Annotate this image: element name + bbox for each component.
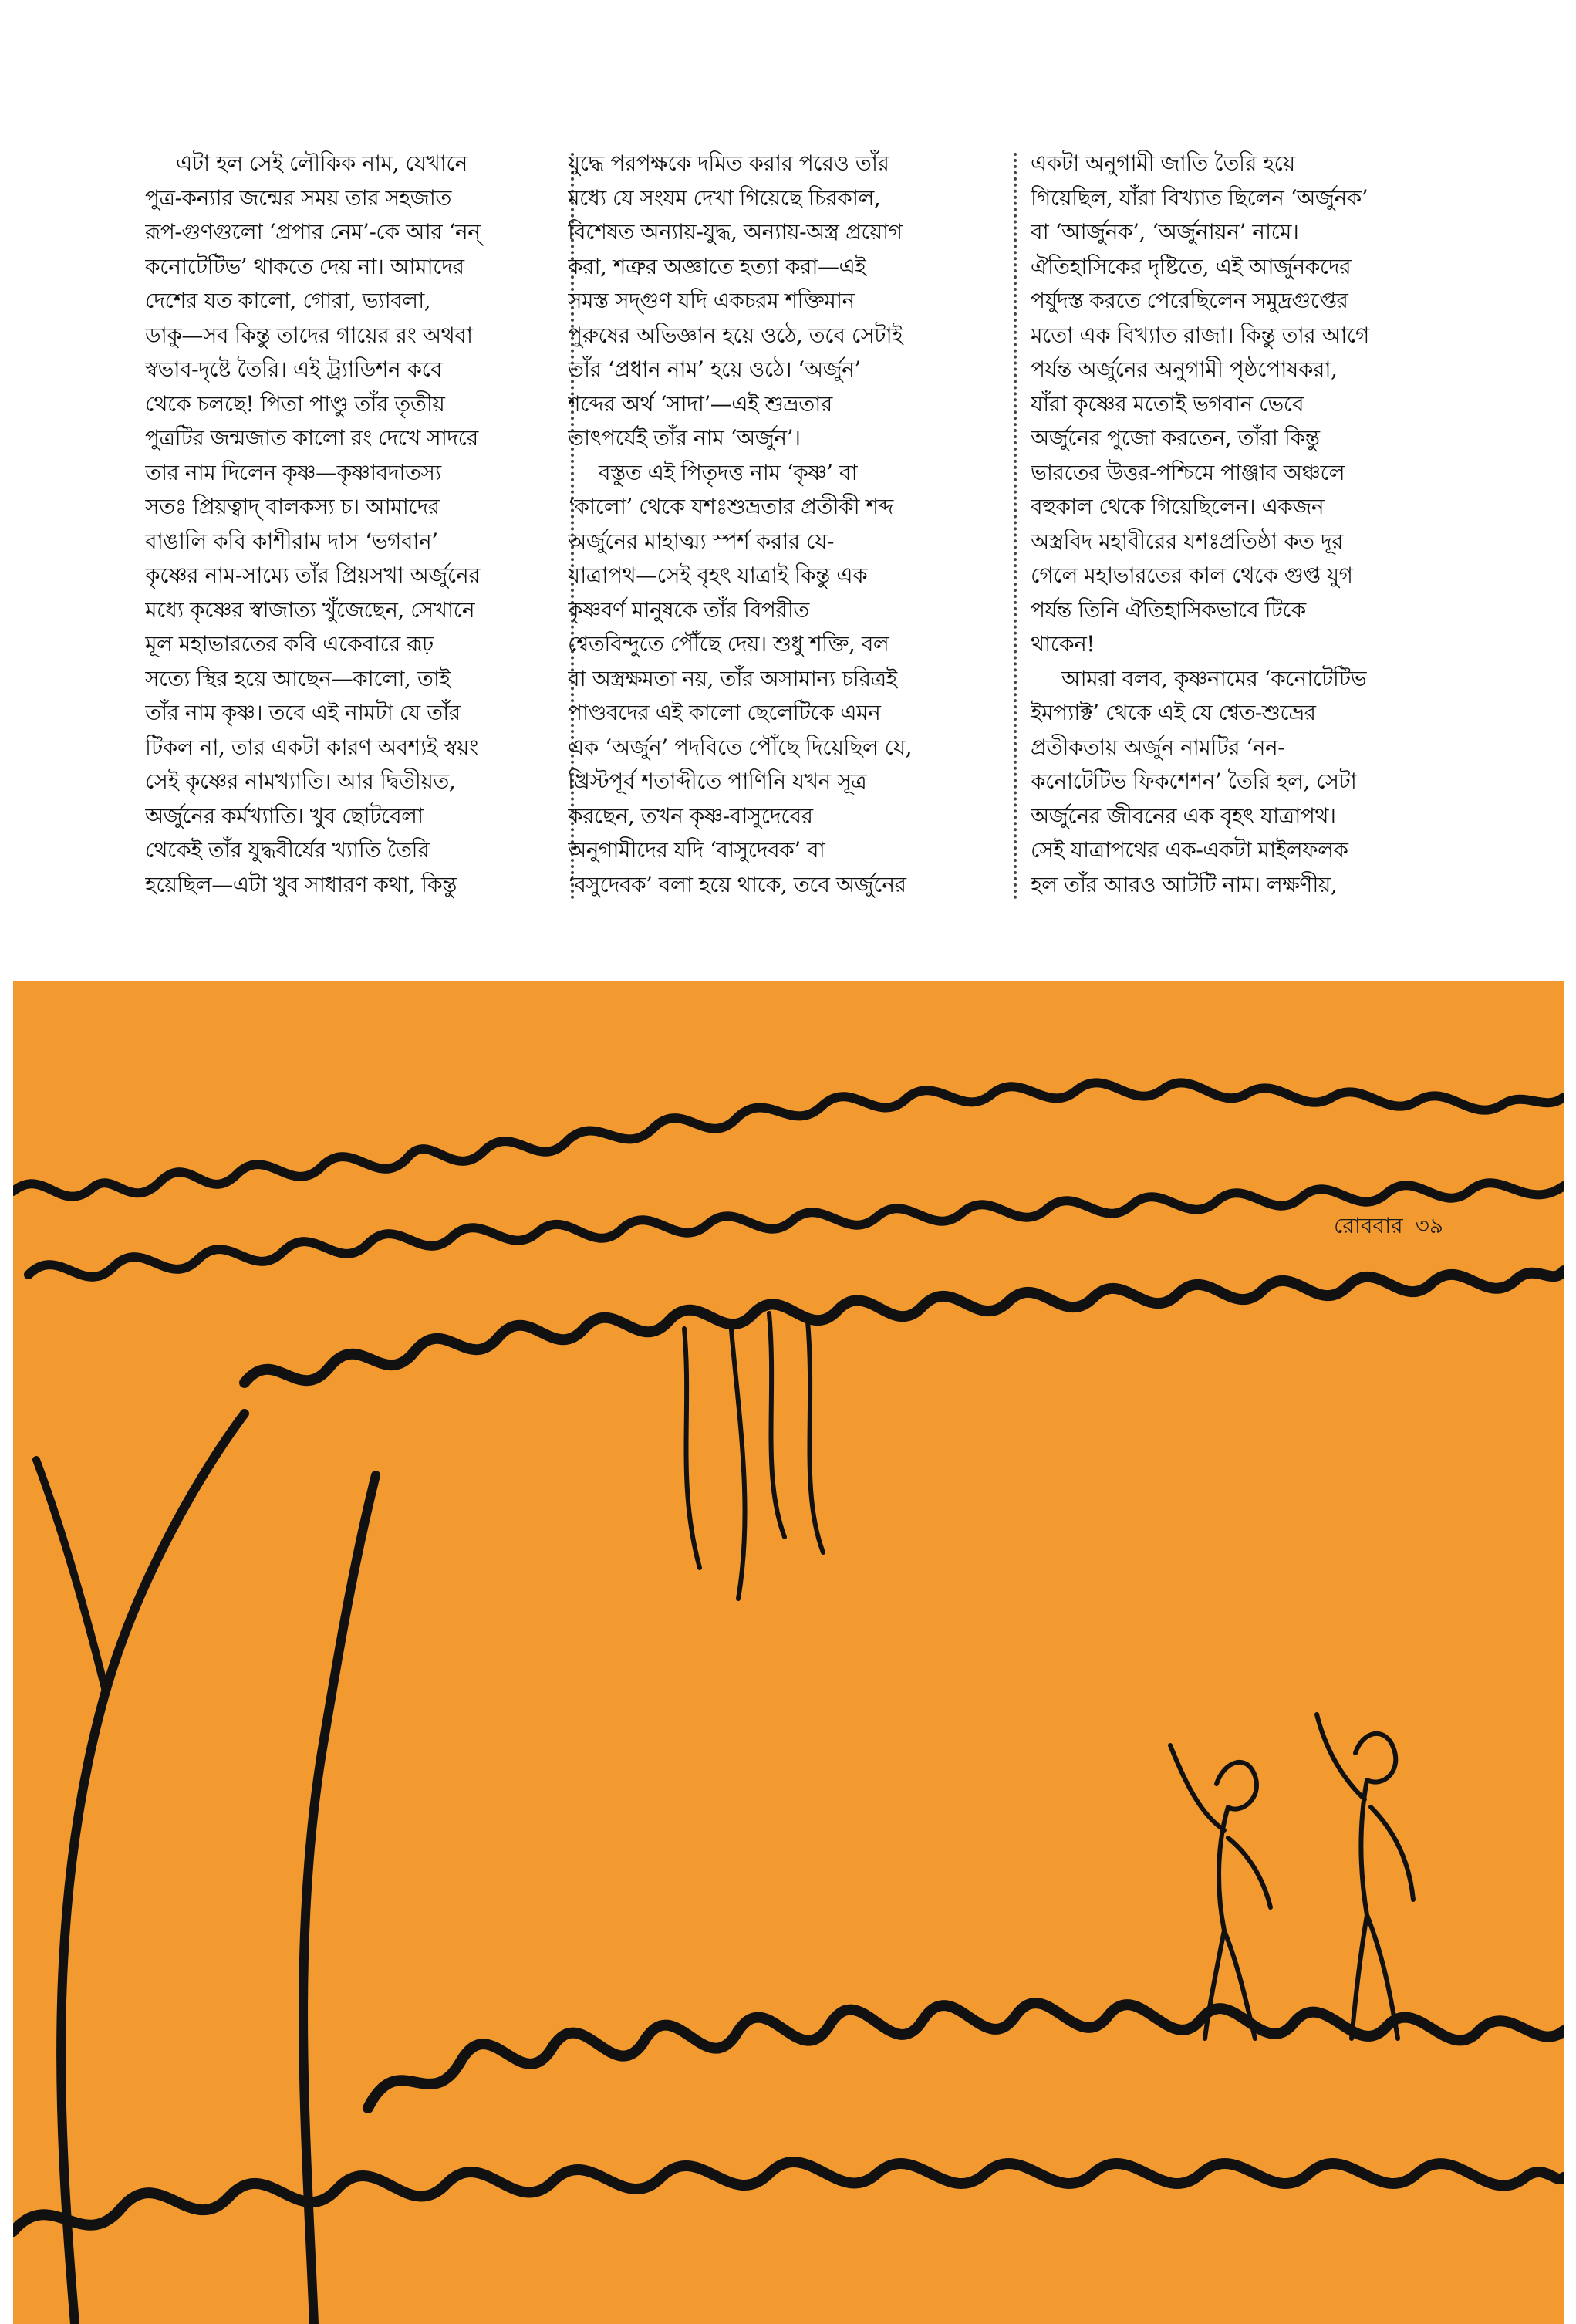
figure-right	[1317, 1714, 1413, 2039]
text-line: করছেন, তখন কৃষ্ণ-বাসুদেবের	[568, 802, 813, 829]
text-line: কনোটেটিভ ফিকশেশন’ তৈরি হল, সেটা	[1031, 768, 1357, 794]
bushes-lower	[13, 2162, 1564, 2231]
page-folio	[1321, 1209, 1443, 1245]
text-line: ঐতিহাসিকের দৃষ্টিতে, এই আর্জুনকদের	[1031, 253, 1352, 279]
text-line: প্রতীকতায় অর্জুন নামটির ‘নন-	[1031, 734, 1285, 760]
text-line: আমরা বলব, কৃষ্ণনামের ‘কনোটেটিভ	[1061, 665, 1367, 691]
text-line: সতঃ প্রিয়ত্বাদ্ বালকস্য চ। আমাদের	[145, 494, 440, 519]
canopy-lower-outline	[245, 1271, 1564, 1383]
text-line: পর্যন্ত তিনি ঐতিহাসিকভাবে টিকে	[1031, 596, 1306, 623]
text-column-1	[145, 147, 546, 910]
text-line: তার নাম দিলেন কৃষ্ণ—কৃষ্ণাবদাতস্য	[145, 459, 441, 485]
column-divider	[1014, 153, 1017, 900]
text-line: মূল মহাভারতের কবি একেবারে রূঢ়	[145, 631, 434, 657]
text-line: সমস্ত সদ্গুণ যদি একচরম শক্তিমান	[568, 288, 855, 313]
text-line: রূপ-গুণগুলো ‘প্রপার নেম’-কে আর ‘নন্	[145, 219, 481, 245]
text-line: তাৎপর্যেই তাঁর নাম ‘অর্জুন’।	[568, 425, 801, 451]
folio-label: রোববার	[1334, 1213, 1403, 1238]
ink-drawing	[13, 981, 1564, 2324]
text-line: সেই যাত্রাপথের এক-একটা মাইলফলক	[1031, 837, 1348, 863]
text-line: থাকেন!	[1031, 631, 1095, 657]
text-line: মধ্যে কৃষ্ণের স্বাজাত্য খুঁজেছেন, সেখানে	[145, 596, 475, 623]
text-line: সেই কৃষ্ণের নামখ্যাতি। আর দ্বিতীয়ত,	[145, 768, 456, 794]
text-line: পাণ্ডবদের এই কালো ছেলেটিকে এমন	[568, 700, 881, 725]
text-line: পর্যন্ত অর্জুনের অনুগামী পৃষ্ঠপোষকরা,	[1031, 356, 1338, 382]
text-line: অর্জুনের জীবনের এক বৃহৎ যাত্রাপথ।	[1031, 802, 1336, 829]
canopy-upper-outline	[13, 1083, 1564, 1196]
text-line: কৃষ্ণবর্ণ মানুষকে তাঁর বিপরীত	[568, 596, 809, 623]
text-line: ‘বসুদেবক’ বলা হয়ে থাকে, তবে অর্জুনের	[568, 871, 906, 897]
text-line: যাত্রাপথ—সেই বৃহৎ যাত্রাই কিন্তু এক	[568, 562, 868, 588]
text-line: ডাকু—সব কিন্তু তাদের গায়ের রং অথবা	[145, 322, 473, 348]
text-line: শব্দের অর্থ ‘সাদা’—এই শুভ্রতার	[568, 390, 832, 417]
text-line: বস্তুত এই পিতৃদত্ত নাম ‘কৃষ্ণ’ বা	[599, 459, 858, 485]
page-number: ৩৯	[1415, 1213, 1443, 1238]
text-line: ‘কালো’ থেকে যশঃশুভ্রতার প্রতীকী শব্দ	[568, 494, 893, 519]
tree-trunk-left	[61, 1414, 245, 2324]
text-line: থেকেই তাঁর যুদ্ধবীর্যের খ্যাতি তৈরি	[145, 837, 430, 863]
bushes-upper	[368, 2003, 1564, 2108]
text-line: বাঙালি কবি কাশীরাম দাস ‘ভগবান’	[145, 528, 438, 554]
text-line: একটা অনুগামী জাতি তৈরি হয়ে	[1031, 150, 1295, 176]
text-line: ভারতের উত্তর-পশ্চিমে পাঞ্জাব অঞ্চলে	[1031, 459, 1345, 485]
text-line: অর্জুনের পুজো করতেন, তাঁরা কিন্তু	[1031, 425, 1320, 451]
text-line: ইমপ্যাক্ট’ থেকে এই যে শ্বেত-শুভ্রের	[1031, 700, 1316, 725]
text-line: অনুগামীদের যদি ‘বাসুদেবক’ বা	[568, 837, 825, 863]
text-line: তাঁর ‘প্রধান নাম’ হয়ে ওঠে। ‘অর্জুন’	[568, 356, 861, 382]
text-line: মধ্যে যে সংযম দেখা গিয়েছে চিরকাল,	[568, 184, 881, 211]
text-line: বা ‘আর্জুনক’, ‘অর্জুনায়ন’ নামে।	[1031, 219, 1299, 245]
text-line: সত্যে স্থির হয়ে আছেন—কালো, তাই	[145, 665, 451, 691]
text-line: গেলে মহাভারতের কাল থেকে গুপ্ত যুগ	[1031, 562, 1353, 588]
text-line: যাঁরা কৃষ্ণের মতোই ভগবান ভেবে	[1031, 390, 1304, 417]
text-line: অস্ত্রবিদ মহাবীরের যশঃপ্রতিষ্ঠা কত দূর	[1031, 528, 1344, 554]
branch-left	[36, 1460, 106, 1691]
text-line: বা অস্ত্রক্ষমতা নয়, তাঁর অসামান্য চরিত্রই	[568, 665, 897, 691]
text-line: গিয়েছিল, যাঁরা বিখ্যাত ছিলেন ‘অর্জুনক’	[1031, 184, 1368, 211]
text-line: খ্রিস্টপূর্ব শতাব্দীতে পাণিনি যখন সূত্র	[568, 768, 867, 794]
text-line: হয়েছিল—এটা খুব সাধারণ কথা, কিন্তু	[145, 871, 457, 897]
text-line: এটা হল সেই লৌকিক নাম, যেখানে	[176, 150, 467, 176]
text-line: তাঁর নাম কৃষ্ণ। তবে এই নামটা যে তাঁর	[145, 700, 461, 725]
text-line: যুদ্ধে পরপক্ষকে দমিত করার পরেও তাঁর	[568, 150, 889, 176]
text-line: স্বভাব-দৃষ্টে তৈরি। এই ট্র্যাডিশন কবে	[145, 356, 442, 382]
text-line: পর্যুদস্ত করতে পেরেছিলেন সমুদ্রগুপ্তের	[1031, 288, 1348, 313]
text-line: টিকল না, তার একটা কারণ অবশ্যই স্বয়ং	[145, 734, 478, 760]
text-line: কৃষ্ণের নাম-সাম্যে তাঁর প্রিয়সখা অর্জুনের	[145, 562, 481, 588]
text-line: হল তাঁর আরও আটটি নাম। লক্ষণীয়,	[1031, 871, 1338, 897]
text-line: করা, শত্রুর অজ্ঞাতে হত্যা করা—এই	[568, 253, 866, 279]
text-line: দেশের যত কালো, গোরা, ভ্যাবলা,	[145, 288, 431, 313]
text-line: পুত্র-কন্যার জন্মের সময় তার সহজাত	[145, 184, 451, 211]
text-line: অর্জুনের কর্মখ্যাতি। খুব ছোটবেলা	[145, 802, 424, 829]
hanging-roots	[684, 1313, 823, 1599]
text-column-2	[568, 147, 969, 910]
text-line: পুত্রটির জন্মজাত কালো রং দেখে সাদরে	[145, 425, 478, 451]
text-line: এক ‘অর্জুন’ পদবিতে পৌঁছে দিয়েছিল যে,	[568, 734, 913, 760]
figure-left	[1170, 1745, 1271, 2039]
text-line: বহুকাল থেকে গিয়েছিলেন। একজন	[1031, 494, 1325, 519]
text-column-3	[1031, 147, 1432, 910]
text-line: থেকে চলছে! পিতা পাণ্ডু তাঁর তৃতীয়	[145, 390, 445, 417]
text-line: কনোটেটিভ’ থাকতে দেয় না। আমাদের	[145, 253, 464, 279]
text-line: বিশেষত অন্যায়-যুদ্ধ, অন্যায়-অস্ত্র প্রয়োগ	[568, 219, 903, 245]
text-line: মতো এক বিখ্যাত রাজা। কিন্তু তার আগে	[1031, 322, 1369, 348]
text-line: অর্জুনের মাহাত্ম্য স্পর্শ করার যে-	[568, 528, 835, 554]
article-body	[145, 147, 1441, 910]
text-line: শ্বেতবিন্দুতে পৌঁছে দেয়। শুধু শক্তি, বল	[568, 631, 889, 657]
text-line: পুরুষের অভিজ্ঞান হয়ে ওঠে, তবে সেটাই	[568, 322, 903, 348]
tree-illustration	[13, 981, 1564, 2324]
